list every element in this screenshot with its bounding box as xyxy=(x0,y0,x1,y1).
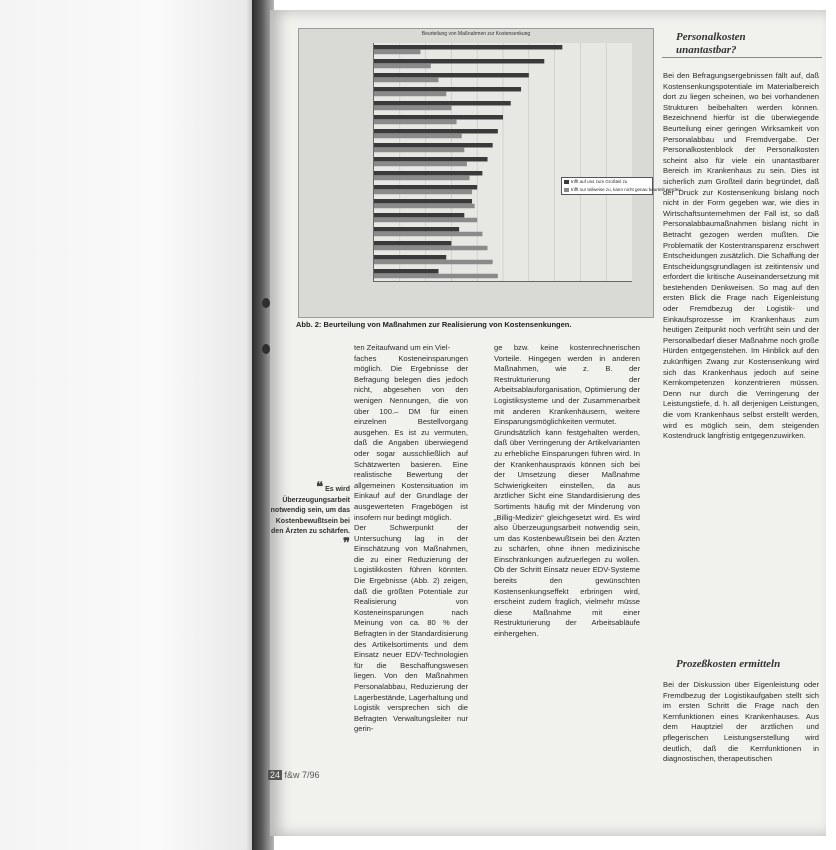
page-number: 24 xyxy=(270,770,281,780)
bar-primary xyxy=(374,45,562,49)
bar-secondary xyxy=(374,148,464,152)
quote-open-icon: ❝ xyxy=(316,479,324,494)
heading-personalkosten: Personalkosten unantastbar? xyxy=(676,31,746,56)
bar-secondary xyxy=(374,106,451,110)
issue-label: f&w 7/96 xyxy=(284,770,320,780)
heading-rule xyxy=(662,57,822,58)
bar-secondary xyxy=(374,204,475,208)
bar-primary xyxy=(374,101,511,105)
figure-caption: Abb. 2: Beurteilung von Maßnahmen zur Realisierung von Kostensenkungen. xyxy=(296,320,572,329)
quote-close-icon: ❞ xyxy=(343,534,350,550)
bar-secondary xyxy=(374,176,469,180)
scan-margin xyxy=(0,0,262,850)
bar-secondary xyxy=(374,50,420,54)
pull-quote xyxy=(268,479,350,552)
chart-title: Beurteilung von Maßnahmen zur Kostensenkung xyxy=(421,31,531,37)
article-column-3: Bei den Befragungsergebnissen fällt auf, daß Kostensenkungspotentiale im Materialbereich dort zu liegen scheinen, wo bei vorhandenen Strukturen beibehalten werden können. Bezeichnend hierfür ist die überwiegende Beurteilung einer geringen Wirksamkeit von Personalabbau und Fremdvergabe. Der Personalkostenblock der Personalkosten scheint also für viele ein unantastbarer Bereich im Krankenhaus zu sein. Dies ist sicherlich zum Großteil darin begründet, daß der Druck zur Kostensenkung bislang noch nicht in der Form gegeben war, wie dies in Wirtschaftsunternehmen der Fall ist, so daß Personalabbaumaßnahmen bislang nicht in Betracht gezogen werden mußten. Die Problematik der Kostentransparenz erschwert Entscheidungen zusätzlich. Die Schaffung der Entscheidungsgrundlagen ist zeitintensiv und erfordert die kritische Auseinandersetzung mit bestehenden Denkweisen. So mag auf den ersten Blick die Frage nach Eigenleistung oder Fremdbezug der Logistik- und Einkaufsprozesse im Krankenhaus zum heutigen Zeitpunkt noch verfrüht sein und der Personalbedarf dieser Maßnahme noch große Hürden entgegenstehen. Im Hinblick auf den zukünftigen Zwang zur Kostensenkung wird sich das Krankenhaus jedoch auf seine Kernkompetenzen konzentrieren müssen. Denn nur durch die Verringerung der Leistungstiefe, d. h. all derjenigen Leistungen, die vom Krankenhaus selbst erstellt werden, wird es möglich sein, dem steigenden Kostendruck langfristig entgegenzuwirken. xyxy=(663,71,819,441)
article-column-2: ge bzw. keine kostenrechnerischen Vorteile. Hingegen werden in anderen Maßnahmen, wie z. B. der Restrukturierung der Arbeitsablauforganisation, Optimierung der Logistiksysteme und der Zusammenarbeit mit anderen Krankenhäusern, weitere Einsparungsmöglichkeiten vermutet. Grundsätzlich kann festgehalten werden, daß über Verringerung der Artikelvarianten zu erhebliche Einsparungen führen wird. In der Krankenhauspraxis können sich bei der Umsetzung dieser Maßnahme Schwierigkeiten einstellen, da aus ärztlicher Sicht eine Standardisierung des Sortiments häufig mit der Minderung von „Billig-Medizin“ gleichgesetzt wird. Es wird also Überzeugungsarbeit notwendig sein, um das Kostenbewußtsein bei den Ärzten zu schärfen, ohne ihnen medizinische Einschränkungen aufzuerlegen zu wollen. Ob der Schritt Einsatz neuer EDV-Systeme bereits den gewünschten Kostensenkungseffekt erbringen wird, erscheint zudem fraglich, vielmehr müsse diese Maßnahme mit einer Restrukturierung der Arbeitsabläufe einhergehen. xyxy=(494,343,640,639)
bar-secondary xyxy=(374,260,493,264)
bar-secondary xyxy=(374,246,488,250)
heading-prozesskosten: Prozeßkosten ermitteln xyxy=(676,658,781,670)
bar-primary xyxy=(374,115,503,119)
bar-primary xyxy=(374,199,472,203)
punch-hole-bottom xyxy=(262,344,270,354)
bar-secondary xyxy=(374,134,462,138)
bar-secondary xyxy=(374,190,472,194)
page-footer xyxy=(268,770,320,780)
bar-secondary xyxy=(374,274,498,278)
bar-primary xyxy=(374,269,439,273)
bar-primary xyxy=(374,241,451,245)
bar-chart-plot xyxy=(373,43,632,282)
bar-secondary xyxy=(374,232,482,236)
bar-primary xyxy=(374,87,521,91)
bar-secondary xyxy=(374,120,457,124)
bar-primary xyxy=(374,255,446,259)
bar-secondary xyxy=(374,78,439,82)
bar-primary xyxy=(374,171,482,175)
bar-primary xyxy=(374,129,498,133)
bar-primary xyxy=(374,227,459,231)
bar-primary xyxy=(374,213,464,217)
punch-hole-top xyxy=(262,298,270,308)
bar-primary xyxy=(374,73,529,77)
bar-primary xyxy=(374,143,493,147)
bar-secondary xyxy=(374,162,467,166)
figure-chart xyxy=(298,28,681,318)
bar-secondary xyxy=(374,218,477,222)
legend-item-2: trifft nur teilweise zu, kann nicht genau beurteilt werden xyxy=(562,186,652,194)
bar-primary xyxy=(374,185,477,189)
pull-quote-text: Es wird Überzeugungsarbeit notwendig sein, um das Kostenbewußtsein bei den Ärzten zu schärfen. xyxy=(270,486,350,536)
article-column-1: ten Zeitaufwand um ein Viel- faches Kosteneinsparungen möglich. Die Ergebnisse der Befragung belegen dies jedoch nicht, abgesehen von den wenigen Nennungen, die von über 100.– DM für einen einzelnen Bestellvorgang ausgehen. Es ist zu vermuten, daß die Angaben überwiegend oder sogar ausschließlich auf Schätzwerten basieren. Eine realistische Bewertung der allgemeinen Kostensituation im Einkauf auf der Grundlage der ausgewerteten Fragebögen ist insofern nur bedingt möglich. Der Schwerpunkt der Untersuchung lag in der Einschätzung von Maßnahmen, die zu einer Reduzierung der Logistikkosten führen könnten. Die Ergebnisse (Abb. 2) zeigen, daß die größten Potentiale zur Realisierung von Kosteneinsparungen nach Meinung von ca. 80 % der Befragten in der Standardisierung des Artikelsortiments und dem Einsatz neuer EDV-Technologien für die Beschaffungswesen liegen. Von den Maßnahmen Personalabbau, Reduzierung der Lagerbestände, Lagerhaltung und Logistik versprechen sich die Befragten Verwaltungsleiter nur gerin- xyxy=(354,343,469,734)
bar-secondary xyxy=(374,92,446,96)
legend-item-1: trifft auf uns zum Großteil zu xyxy=(562,178,652,186)
chart-legend xyxy=(561,177,681,195)
article-column-4: Bei der Diskussion über Eigenleistung oder Fremdbezug der Logistikaufgaben stellt sich im ersten Schritt die Frage nach den Kernfunktionen eines Krankenhauses. Aus dem Hauptziel der ärztlichen und pflegerischen Leistungserstellung wird deutlich, daß die Kernfunktionen in diagnostischen, therapeutischen xyxy=(663,680,819,764)
bar-primary xyxy=(374,59,544,63)
bar-secondary xyxy=(374,64,431,68)
bar-primary xyxy=(374,157,488,161)
